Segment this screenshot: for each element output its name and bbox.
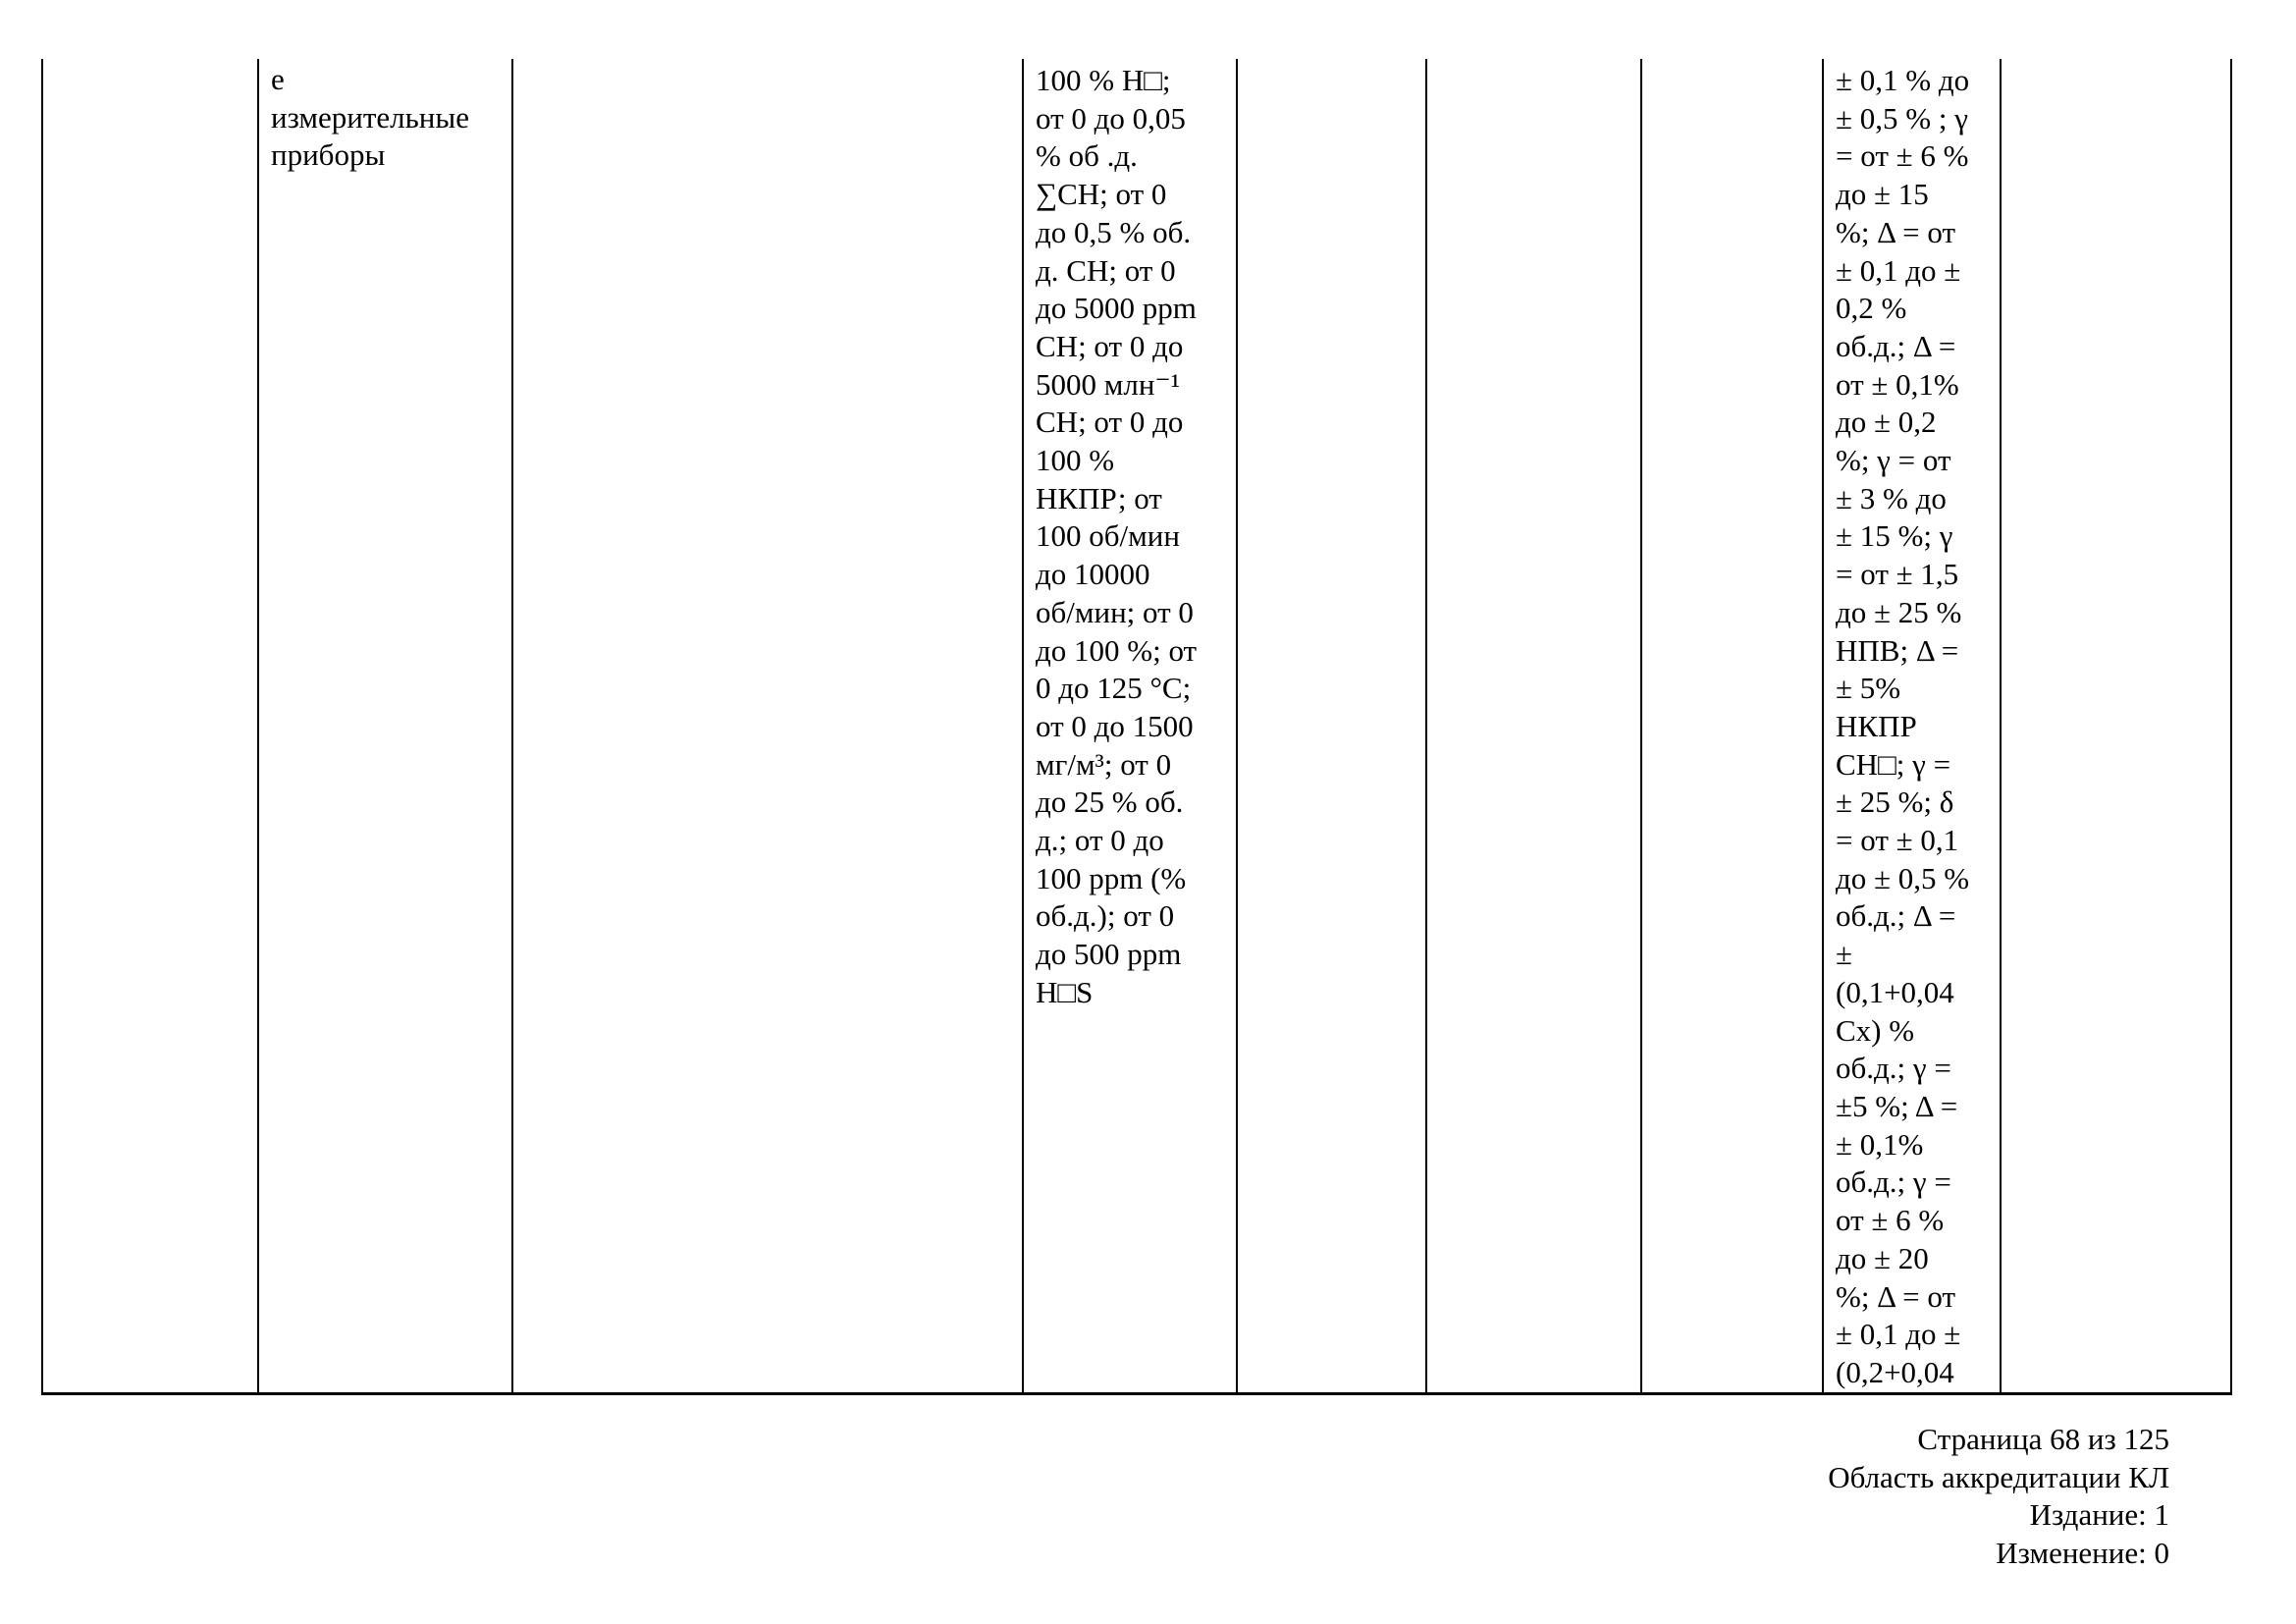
edition-number: Издание: 1	[2029, 1497, 2169, 1533]
page-footer	[1828, 1421, 2169, 1573]
change-number: Изменение: 0	[1996, 1536, 2169, 1571]
table-cell-object-name	[512, 59, 1023, 1394]
accreditation-scope-table	[41, 59, 2232, 1395]
page-number: Страница 68 из 125	[1917, 1422, 2169, 1456]
table-cell-col9	[2001, 59, 2231, 1394]
table-cell-object-type: е измерительные приборы	[258, 59, 512, 1394]
document-scope: Область аккредитации КЛ	[1828, 1459, 2169, 1494]
table-row	[42, 59, 2231, 1394]
table-cell-number	[42, 59, 258, 1394]
table-cell-measurement-range: 100 % H□; от 0 до 0,05 % об .д. ∑CH; от 0 до 0,5 % об. д. CH; от 0 до 5000 ppm CH; от 0 до 5000 млн⁻¹ CH; от 0 до 100 % НКПР; от 100 об/мин до 10000 об/мин; от 0 до 100 %; от 0 до 125 °C; от 0 до 1500 мг/м³; от 0 до 25 % об. д.; от 0 до 100 ppm (% об.д.); от 0 до 500 ppm H□S	[1023, 59, 1237, 1394]
table-cell-col6	[1426, 59, 1641, 1394]
table-cell-col5	[1237, 59, 1426, 1394]
table-cell-accuracy: ± 0,1 % до ± 0,5 % ; γ = от ± 6 % до ± 15 %; Δ = от ± 0,1 до ± 0,2 % об.д.; Δ = от ± 0,1% до ± 0,2 %; γ = от ± 3 % до ± 15 %; γ = от ± 1,5 до ± 25 % НПВ; Δ = ± 5% НКПР CH□; γ = ± 25 %; δ = от ± 0,1 до ± 0,5 % об.д.; Δ = ± (0,1+0,04 Cx) % об.д.; γ = ±5 %; Δ = ± 0,1% об.д.; γ = от ± 6 % до ± 20 %; Δ = от ± 0,1 до ± (0,2+0,04	[1823, 59, 2001, 1394]
table-cell-col7	[1641, 59, 1823, 1394]
